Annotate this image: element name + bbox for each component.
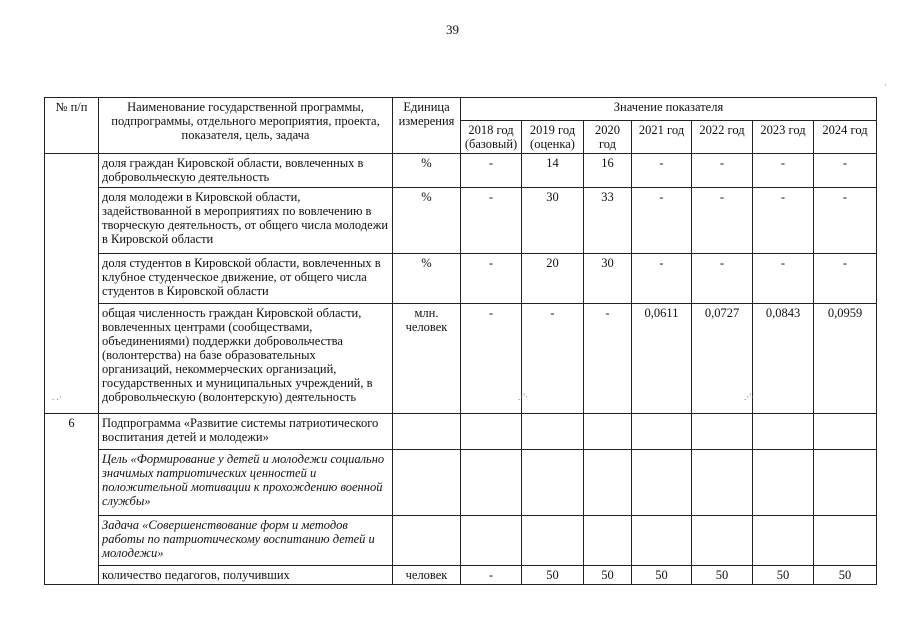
value-cell: 50 bbox=[584, 565, 632, 584]
value-cell: 20 bbox=[522, 253, 584, 303]
header-year: 2023 год bbox=[753, 121, 814, 154]
row-name: количество педагогов, получивших bbox=[99, 565, 393, 584]
value-cell: 50 bbox=[522, 565, 584, 584]
value-cell: - bbox=[814, 154, 877, 187]
value-cell: - bbox=[692, 187, 753, 253]
value-cell: - bbox=[814, 187, 877, 253]
value-cell: 16 bbox=[584, 154, 632, 187]
value-cell: - bbox=[753, 253, 814, 303]
value-cell: 0,0843 bbox=[753, 303, 814, 413]
scan-speck: .·'· bbox=[744, 392, 754, 402]
value-cell: - bbox=[461, 154, 522, 187]
value-cell: - bbox=[692, 154, 753, 187]
value-cell: - bbox=[692, 253, 753, 303]
value-cell: 0,0727 bbox=[692, 303, 753, 413]
subprogram-row bbox=[45, 413, 877, 449]
header-year: 2019 год (оценка) bbox=[522, 121, 584, 154]
subprogram-num: 6 bbox=[45, 413, 99, 584]
header-year: 2022 год bbox=[692, 121, 753, 154]
value-cell: - bbox=[753, 187, 814, 253]
row-name: доля молодежи в Кировской области, задействованной в мероприятиях по вовлечению в творческую деятельность, от общего числа молодежи в Кировской области bbox=[99, 187, 393, 253]
table-row bbox=[45, 253, 877, 303]
scan-speck: . .· bbox=[52, 392, 62, 402]
row-unit: % bbox=[393, 187, 461, 253]
value-cell: 50 bbox=[632, 565, 692, 584]
table-row bbox=[45, 565, 877, 584]
scan-speck: · bbox=[884, 80, 887, 90]
value-cell: 30 bbox=[522, 187, 584, 253]
value-cell: 50 bbox=[753, 565, 814, 584]
value-cell: 0,0959 bbox=[814, 303, 877, 413]
value-cell: - bbox=[461, 253, 522, 303]
header-year: 2021 год bbox=[632, 121, 692, 154]
row-unit: % bbox=[393, 253, 461, 303]
row-name: доля граждан Кировской области, вовлеченных в добровольческую деятельность bbox=[99, 154, 393, 187]
row-name: общая численность граждан Кировской области, вовлеченных центрами (сообществами, объединениями) поддержки добровольчества (волонтерства) на базе образовательных организаций, некоммерческих организаций, государственных и муниципальных учреждений, в добровольческую (волонтерскую) деятельность bbox=[99, 303, 393, 413]
value-cell: - bbox=[814, 253, 877, 303]
header-year: 2018 год (базовый) bbox=[461, 121, 522, 154]
header-name: Наименование государственной программы, подпрограммы, отдельного мероприятия, проекта, показателя, цель, задача bbox=[99, 98, 393, 154]
value-cell: - bbox=[522, 303, 584, 413]
num-cell-empty bbox=[45, 154, 99, 413]
value-cell: - bbox=[584, 303, 632, 413]
header-unit: Единица измерения bbox=[393, 98, 461, 154]
value-cell: - bbox=[632, 154, 692, 187]
value-cell: - bbox=[632, 187, 692, 253]
goal-row bbox=[45, 449, 877, 515]
value-cell: - bbox=[461, 565, 522, 584]
table-row bbox=[45, 154, 877, 187]
row-unit: % bbox=[393, 154, 461, 187]
goal-text: Цель «Формирование у детей и молодежи социально значимых патриотических ценностей и положительной мотивации к прохождению военной службы» bbox=[99, 449, 393, 515]
scan-speck: .·'· bbox=[518, 392, 528, 402]
value-cell: - bbox=[632, 253, 692, 303]
value-cell: - bbox=[461, 187, 522, 253]
header-row-1 bbox=[45, 98, 877, 121]
task-text: Задача «Совершенствование форм и методов работы по патриотическому воспитанию детей и молодежи» bbox=[99, 515, 393, 565]
value-cell: 30 bbox=[584, 253, 632, 303]
header-year: 2020 год bbox=[584, 121, 632, 154]
subprogram-name: Подпрограмма «Развитие системы патриотического воспитания детей и молодежи» bbox=[99, 413, 393, 449]
row-unit: млн. человек bbox=[393, 303, 461, 413]
task-row bbox=[45, 515, 877, 565]
header-num: № п/п bbox=[45, 98, 99, 154]
indicator-table bbox=[44, 97, 877, 585]
value-cell: 33 bbox=[584, 187, 632, 253]
value-cell: 14 bbox=[522, 154, 584, 187]
table-row bbox=[45, 187, 877, 253]
header-values-group: Значение показателя bbox=[461, 98, 877, 121]
value-cell: 50 bbox=[814, 565, 877, 584]
value-cell: - bbox=[753, 154, 814, 187]
row-unit: человек bbox=[393, 565, 461, 584]
row-name: доля студентов в Кировской области, вовлеченных в клубное студенческое движение, от общего числа студентов в Кировской области bbox=[99, 253, 393, 303]
page-number: 39 bbox=[446, 22, 459, 37]
value-cell: 50 bbox=[692, 565, 753, 584]
header-year: 2024 год bbox=[814, 121, 877, 154]
value-cell: 0,0611 bbox=[632, 303, 692, 413]
value-cell: - bbox=[461, 303, 522, 413]
